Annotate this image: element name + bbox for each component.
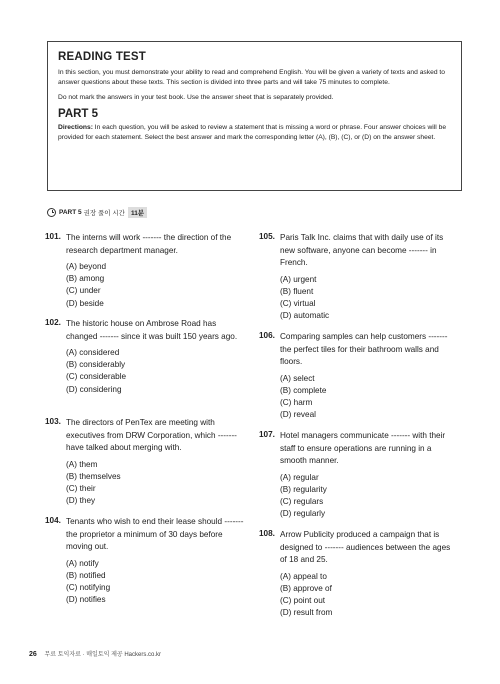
option-d[interactable]: (D) notifies [66,595,106,605]
question-107 [259,430,459,529]
question-number: 105. [259,232,275,241]
question-104 [45,516,245,606]
question-number: 107. [259,430,275,439]
question-number: 106. [259,331,275,340]
page-number: 26 [29,651,37,658]
footer-text: 무료 토익자료 · 매일토익 제공 Hackers.co.kr [44,652,162,658]
question-101 [45,232,245,318]
question-stem: Hotel managers communicate ------- with their staff to ensure operations are running in a smooth manner. [280,431,446,465]
option-d[interactable]: (D) regularly [280,509,326,519]
option-a[interactable]: (A) notify [66,558,99,568]
question-stem: Tenants who wish to end their lease should ------- the proprietor a minimum of 30 days before moving out. [66,517,244,551]
option-d[interactable]: (D) reveal [280,410,316,420]
option-b[interactable]: (B) complete [280,385,327,395]
option-c[interactable]: (C) point out [280,595,326,605]
option-b[interactable]: (B) themselves [66,471,121,481]
option-d[interactable]: (D) automatic [280,311,330,321]
timer-label: 권장 풀이 시간 [83,209,125,217]
reading-test-instructions-box [47,41,462,191]
option-b[interactable]: (B) among [66,274,105,284]
option-a[interactable]: (A) them [66,459,98,469]
option-a[interactable]: (A) urgent [280,274,317,284]
directions-label: Directions: [58,124,93,131]
option-d[interactable]: (D) considering [66,384,122,394]
questions-left-column [45,232,245,606]
question-stem: Comparing samples can help customers ------- the perfect tiles for their bathroom walls and floors. [280,332,448,366]
option-a[interactable]: (A) regular [280,472,319,482]
option-c[interactable]: (C) notifying [66,582,111,592]
question-103 [45,417,245,516]
timer-part-label: PART 5 [59,208,82,216]
option-c[interactable]: (C) under [66,286,101,296]
question-105 [259,232,459,331]
option-b[interactable]: (B) fluent [280,286,314,296]
option-a[interactable]: (A) appeal to [280,571,327,581]
question-106 [259,331,459,430]
directions-paragraph [58,123,451,143]
question-stem: Arrow Publicity produced a campaign that is designed to ------- audiences between the ages of 18 and 25. [280,530,451,564]
question-stem: The interns will work ------- the direction of the research department manager. [66,233,232,255]
option-a[interactable]: (A) select [280,373,315,383]
questions-right-column [259,232,459,619]
question-stem: The historic house on Ambrose Road has changed ------- since it was built 150 years ago. [66,319,238,341]
question-108 [259,529,459,619]
question-number: 102. [45,318,61,327]
answer-sheet-note: Do not mark the answers in your test book. Use the answer sheet that is separately provided. [58,94,334,101]
option-d[interactable]: (D) result from [280,608,333,618]
option-b[interactable]: (B) notified [66,570,106,580]
directions-text: In each question, you will be asked to review a statement that is missing a word or phrase. Four answer choices will be provided for each statement. Select the best answer and mark the corresponding letter (A), (B), (C), or (D) on the answer sheet. [58,124,447,141]
option-d[interactable]: (D) they [66,496,96,506]
question-number: 104. [45,516,61,525]
option-c[interactable]: (C) regulars [280,496,324,506]
option-c[interactable]: (C) their [66,483,96,493]
part-title: PART 5 [58,108,99,120]
question-stem: Paris Talk Inc. claims that with daily use of its new software, anyone can become ------- in French. [280,233,444,267]
clock-icon [47,208,56,217]
option-a[interactable]: (A) considered [66,348,120,357]
option-c[interactable]: (C) harm [280,397,313,407]
recommended-time-indicator [47,206,147,218]
option-a[interactable]: (A) beyond [66,262,107,271]
option-c[interactable]: (C) virtual [280,298,316,308]
option-b[interactable]: (B) considerably [66,360,126,370]
question-stem: The directors of PenTex are meeting with executives from DRW Corporation, which ------- have talked about merging with. [66,418,237,452]
question-102 [45,318,245,417]
question-number: 101. [45,232,61,241]
question-number: 108. [259,529,275,538]
question-number: 103. [45,417,61,426]
option-b[interactable]: (B) regularity [280,484,327,494]
option-b[interactable]: (B) approve of [280,583,332,593]
intro-paragraph: In this section, you must demonstrate your ability to read and comprehend English. You will be given a variety of texts and asked to answer questions about these texts. This section is divided into three parts and will take 75 minutes to complete. [58,69,445,86]
section-title: READING TEST [58,51,147,63]
page-footer [29,649,161,658]
option-c[interactable]: (C) considerable [66,372,127,382]
option-d[interactable]: (D) beside [66,298,104,308]
timer-time-badge: 11분 [128,207,147,218]
